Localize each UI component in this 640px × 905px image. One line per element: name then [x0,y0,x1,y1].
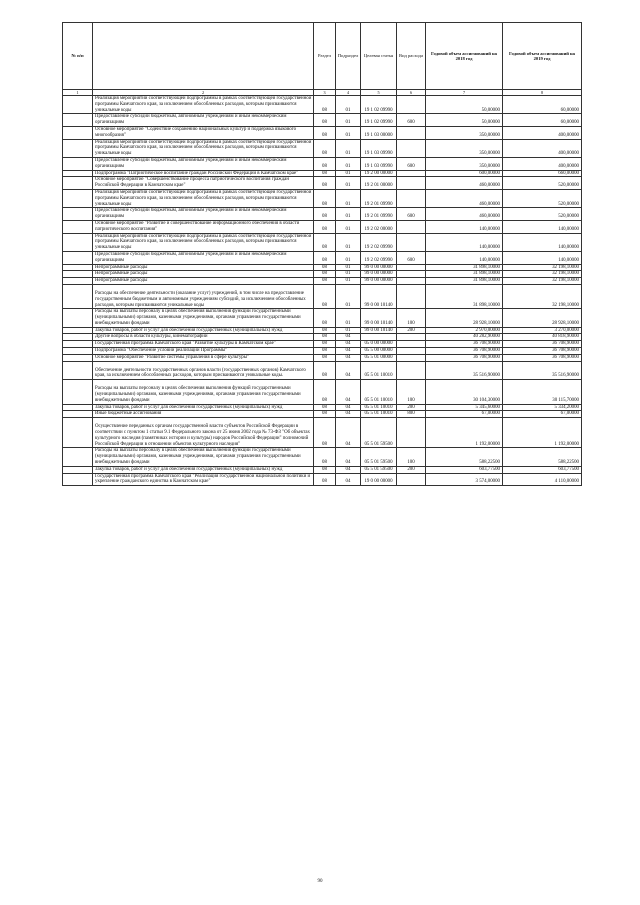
table-row [63,404,582,411]
row-razdel-cell: 08 [314,126,336,139]
row-razdel-cell: 08 [314,354,336,361]
row-value-2018-cell: 350,00000 [426,157,503,170]
row-value-2019-cell: 40 818,90000 [503,334,582,341]
row-razdel-cell: 08 [314,466,336,473]
row-value-2018-cell: 50,00000 [426,96,503,114]
row-value-2019-cell: 1 192,00000 [503,418,582,448]
row-name-cell: Реализация мероприятий соответствующей подпрограммы в рамках соответствующей государственной программы Камчатского края, за исключением обособленных расходов, которым присваиваются уникальные коды [93,189,314,207]
row-value-2018-cell: 460,00000 [426,208,503,221]
table-row [63,418,582,448]
row-target-article-cell: 05 5 01 00000 [361,354,397,361]
row-expense-type-cell [397,278,426,285]
row-value-2019-cell: 400,00000 [503,126,582,139]
row-name-cell: Непрограммные расходы [93,264,314,271]
row-num-cell [63,189,93,207]
row-value-2019-cell: 400,00000 [503,157,582,170]
row-podrazdel-cell: 01 [336,139,361,157]
row-value-2019-cell: 32 198,10000 [503,271,582,278]
row-num-cell [63,233,93,251]
row-num-cell [63,380,93,404]
row-name-cell: Предоставление субсидий бюджетным, автономным учреждениям и иным некоммерческим организациям [93,208,314,221]
row-target-article-cell: 19 2 00 00000 [361,170,397,177]
row-razdel-cell: 08 [314,404,336,411]
row-value-2019-cell: 140,00000 [503,220,582,233]
row-expense-type-cell [397,220,426,233]
row-podrazdel-cell: 04 [336,418,361,448]
row-razdel-cell: 08 [314,220,336,233]
table-row [63,341,582,348]
row-target-article-cell: 05 0 00 00000 [361,341,397,348]
row-name-cell: Реализация мероприятий соответствующей подпрограммы в рамках соответствующей государственной программы Камчатского края, за исключением обособленных расходов, которым присваиваются уникальные коды [93,96,314,114]
row-value-2019-cell: 28 928,10000 [503,309,582,327]
row-target-article-cell: 19 2 01 09990 [361,189,397,207]
row-value-2018-cell: 31 898,10000 [426,284,503,308]
header-expense-type: Вид расхода [397,23,426,90]
row-num-cell [63,348,93,355]
row-target-article-cell: 19 1 02 09990 [361,96,397,114]
column-number: 2 [93,90,314,96]
row-num-cell [63,96,93,114]
row-razdel-cell: 08 [314,348,336,355]
row-value-2019-cell: 520,00000 [503,208,582,221]
row-podrazdel-cell: 04 [336,348,361,355]
table-row [63,284,582,308]
table-row [63,96,582,114]
row-value-2019-cell: 3 270,00000 [503,327,582,334]
row-value-2018-cell: 1 192,00000 [426,418,503,448]
row-target-article-cell: 19 1 03 00000 [361,126,397,139]
row-value-2018-cell: 36 708,90000 [426,348,503,355]
row-razdel-cell: 08 [314,334,336,341]
row-razdel-cell: 08 [314,309,336,327]
row-expense-type-cell [397,96,426,114]
header-year-2019: Годовой объем ассигнований на 2019 год [503,23,582,90]
row-value-2018-cell: 140,00000 [426,251,503,264]
table-row [63,473,582,486]
row-expense-type-cell [397,189,426,207]
row-target-article-cell: 19 1 02 09990 [361,114,397,127]
row-expense-type-cell: 600 [397,208,426,221]
table-row [63,139,582,157]
row-podrazdel-cell: 01 [336,309,361,327]
row-razdel-cell: 08 [314,157,336,170]
row-podrazdel-cell: 01 [336,278,361,285]
row-expense-type-cell: 100 [397,309,426,327]
row-target-article-cell: 19 0 00 00000 [361,473,397,486]
table-row [63,466,582,473]
row-target-article-cell: 99 0 00 00000 [361,278,397,285]
row-name-cell: Непрограммные расходы [93,278,314,285]
header-podrazdel: Подраздел [336,23,361,90]
row-razdel-cell: 08 [314,251,336,264]
row-expense-type-cell: 600 [397,251,426,264]
row-name-cell: Расходы на выплаты персоналу в целях обеспечения выполнения функций государственными (муниципальными) органами, казенными учреждениями, органами управления государственными внебюджетными фондами [93,380,314,404]
row-value-2018-cell: 3 574,00000 [426,473,503,486]
row-expense-type-cell [397,126,426,139]
row-value-2019-cell: 5 334,20000 [503,404,582,411]
row-expense-type-cell: 800 [397,411,426,418]
header-target-article: Целевая статья [361,23,397,90]
table-row [63,114,582,127]
row-razdel-cell: 08 [314,284,336,308]
column-number: 4 [336,90,361,96]
row-name-cell: Закупка товаров, работ и услуг для обеспечения государственных (муниципальных) нужд [93,327,314,334]
row-num-cell [63,448,93,466]
row-num-cell [63,411,93,418]
row-expense-type-cell [397,341,426,348]
row-target-article-cell: 99 0 00 00000 [361,264,397,271]
row-expense-type-cell [397,334,426,341]
row-target-article-cell: 05 5 01 10010 [361,380,397,404]
row-num-cell [63,404,93,411]
row-name-cell: Иные бюджетные ассигнования [93,411,314,418]
row-expense-type-cell [397,271,426,278]
row-podrazdel-cell: 01 [336,271,361,278]
row-num-cell [63,466,93,473]
table-row [63,271,582,278]
table-row [63,327,582,334]
row-podrazdel-cell: 01 [336,177,361,190]
header-name [93,23,314,90]
row-razdel-cell: 08 [314,418,336,448]
row-name-cell: Основное мероприятие "Содействие сохранению национальных культур и поддержка языкового многообразия" [93,126,314,139]
row-value-2019-cell: 60,00000 [503,114,582,127]
row-podrazdel-cell: 01 [336,170,361,177]
table-row [63,354,582,361]
table-row [63,157,582,170]
row-num-cell [63,278,93,285]
row-value-2019-cell: 140,00000 [503,233,582,251]
row-value-2018-cell: 5 345,60000 [426,404,503,411]
row-value-2018-cell: 460,00000 [426,177,503,190]
row-value-2019-cell: 400,00000 [503,139,582,157]
row-razdel-cell: 08 [314,411,336,418]
row-target-article-cell: 19 1 03 09990 [361,157,397,170]
row-value-2018-cell: 600,00000 [426,170,503,177]
row-num-cell [63,309,93,327]
header-razdel: Раздел [314,23,336,90]
row-target-article-cell: 99 0 00 10140 [361,309,397,327]
row-value-2019-cell: 60,00000 [503,96,582,114]
row-name-cell: Предоставление субсидий бюджетным, автономным учреждениям и иным некоммерческим организациям [93,251,314,264]
row-razdel-cell: 08 [314,114,336,127]
row-podrazdel-cell: 01 [336,189,361,207]
row-podrazdel-cell: 04 [336,354,361,361]
row-podrazdel-cell: 04 [336,361,361,380]
table-row [63,208,582,221]
row-name-cell: Государственная программа Камчатского края "Реализация государственной национальной политики и укрепление гражданского единства в Камчатском крае" [93,473,314,486]
row-target-article-cell: 05 5 00 00000 [361,348,397,355]
row-expense-type-cell [397,473,426,486]
row-podrazdel-cell: 04 [336,448,361,466]
row-podrazdel-cell: 01 [336,220,361,233]
row-razdel-cell: 08 [314,341,336,348]
row-num-cell [63,354,93,361]
row-name-cell: Основное мероприятие "Развитие системы управления в сфере культуры" [93,354,314,361]
row-podrazdel-cell: 04 [336,341,361,348]
row-value-2018-cell: 40 282,90000 [426,334,503,341]
row-razdel-cell: 08 [314,264,336,271]
row-value-2018-cell: 460,00000 [426,189,503,207]
row-value-2019-cell: 520,00000 [503,177,582,190]
row-value-2019-cell: 588,22500 [503,448,582,466]
table-row [63,380,582,404]
header-num: № п/п [63,23,93,90]
table-row [63,233,582,251]
row-razdel-cell: 08 [314,189,336,207]
row-value-2018-cell: 140,00000 [426,233,503,251]
row-target-article-cell: 19 2 01 09990 [361,208,397,221]
row-podrazdel-cell: 01 [336,114,361,127]
row-num-cell [63,361,93,380]
row-expense-type-cell: 100 [397,448,426,466]
row-name-cell: Предоставление субсидий бюджетным, автономным учреждениям и иным некоммерческим организациям [93,157,314,170]
table-row [63,264,582,271]
table-row [63,411,582,418]
row-razdel-cell: 08 [314,170,336,177]
row-value-2019-cell: 140,00000 [503,251,582,264]
table-row [63,177,582,190]
row-name-cell: Закупка товаров, работ и услуг для обеспечения государственных (муниципальных) нужд [93,466,314,473]
row-target-article-cell: 05 5 01 59500 [361,466,397,473]
row-podrazdel-cell: 04 [336,334,361,341]
row-razdel-cell: 08 [314,473,336,486]
row-expense-type-cell [397,177,426,190]
row-razdel-cell: 08 [314,96,336,114]
row-num-cell [63,264,93,271]
row-expense-type-cell [397,284,426,308]
row-value-2018-cell: 31 898,10000 [426,264,503,271]
row-podrazdel-cell: 04 [336,411,361,418]
row-podrazdel-cell: 04 [336,404,361,411]
row-value-2018-cell: 35 516,90000 [426,361,503,380]
row-target-article-cell: 19 2 02 09990 [361,233,397,251]
table-row [63,334,582,341]
row-target-article-cell [361,334,397,341]
row-value-2018-cell: 588,22500 [426,448,503,466]
row-value-2019-cell: 520,00000 [503,189,582,207]
row-name-cell: Основное мероприятие "Развитие и совершенствование информационного обеспечения в области патриотического воспитания" [93,220,314,233]
row-name-cell: Реализация мероприятий соответствующей подпрограммы в рамках соответствующей государственной программы Камчатского края, за исключением обособленных расходов, которым присваиваются уникальные коды [93,139,314,157]
row-target-article-cell: 19 2 02 09990 [361,251,397,264]
row-target-article-cell: 99 0 00 10140 [361,327,397,334]
row-value-2019-cell: 32 198,10000 [503,264,582,271]
row-podrazdel-cell: 01 [336,157,361,170]
row-razdel-cell: 08 [314,271,336,278]
column-number: 7 [426,90,503,96]
row-podrazdel-cell: 04 [336,466,361,473]
row-podrazdel-cell: 01 [336,264,361,271]
column-number: 1 [63,90,93,96]
row-value-2018-cell: 36 708,90000 [426,341,503,348]
page-number: 90 [317,879,323,884]
row-podrazdel-cell: 01 [336,327,361,334]
row-expense-type-cell [397,361,426,380]
row-name-cell: Осуществление переданных органам государственной власти субъектов Российской Федерации в соответствии с пунктом 1 статьи 9.1 Федерального закона от 25 июня 2002 года № 73-ФЗ "Об объектах культурного наследия (памятниках истории и культуры) народов Российской Федерации" полномочий Российской Федерации в отношении объектов культурного наследия" [93,418,314,448]
row-target-article-cell: 05 5 01 10010 [361,404,397,411]
row-razdel-cell: 08 [314,448,336,466]
column-number: 3 [314,90,336,96]
row-num-cell [63,284,93,308]
row-value-2018-cell: 350,00000 [426,126,503,139]
row-num-cell [63,114,93,127]
row-expense-type-cell [397,139,426,157]
row-value-2018-cell: 36 708,90000 [426,354,503,361]
column-number: 6 [397,90,426,96]
row-target-article-cell: 99 0 00 10140 [361,284,397,308]
row-name-cell: Реализация мероприятий соответствующей подпрограммы в рамках соответствующей государственной программы Камчатского края, за исключением обособленных расходов, которым присваиваются уникальные коды [93,233,314,251]
row-expense-type-cell [397,354,426,361]
table-row [63,251,582,264]
row-num-cell [63,341,93,348]
row-razdel-cell: 08 [314,177,336,190]
row-target-article-cell: 05 5 01 10010 [361,361,397,380]
row-expense-type-cell [397,233,426,251]
table-row [63,309,582,327]
row-num-cell [63,177,93,190]
row-target-article-cell: 19 2 01 00000 [361,177,397,190]
row-value-2018-cell: 31 898,10000 [426,271,503,278]
row-value-2018-cell: 350,00000 [426,139,503,157]
row-value-2019-cell: 32 198,10000 [503,278,582,285]
row-num-cell [63,170,93,177]
row-value-2019-cell: 36 708,90000 [503,348,582,355]
row-name-cell: Расходы на выплаты персоналу в целях обеспечения выполнения функций государственными (муниципальными) органами, казенными учреждениями, органами управления государственными внебюджетными фондами [93,448,314,466]
row-podrazdel-cell: 01 [336,126,361,139]
row-expense-type-cell: 600 [397,157,426,170]
row-razdel-cell: 08 [314,361,336,380]
row-podrazdel-cell: 04 [336,473,361,486]
table-row [63,348,582,355]
row-num-cell [63,334,93,341]
row-num-cell [63,473,93,486]
row-num-cell [63,220,93,233]
row-target-article-cell: 99 0 00 00000 [361,271,397,278]
row-name-cell: Подпрограмма "Обеспечение условий реализации Программы" [93,348,314,355]
row-value-2019-cell: 603,77500 [503,466,582,473]
table-row [63,448,582,466]
row-num-cell [63,208,93,221]
row-name-cell: Расходы на обеспечение деятельности (оказание услуг) учреждений, в том числе на предоставление государственным бюджетным и автономным учреждениям субсидий, за исключением обособленных расходов, которым присваиваются уникальные коды [93,284,314,308]
table-header-row [63,23,582,90]
row-name-cell: Предоставление субсидий бюджетным, автономным учреждениям и иным некоммерческим организациям [93,114,314,127]
row-razdel-cell: 08 [314,380,336,404]
header-year-2018: Годовой объем ассигнований на 2018 год [426,23,503,90]
row-value-2018-cell: 67,00000 [426,411,503,418]
document-page [62,22,581,486]
row-num-cell [63,418,93,448]
table-row [63,126,582,139]
row-podrazdel-cell: 01 [336,233,361,251]
row-value-2018-cell: 30 104,30000 [426,380,503,404]
row-value-2019-cell: 32 198,10000 [503,284,582,308]
row-target-article-cell: 19 2 02 00000 [361,220,397,233]
row-num-cell [63,251,93,264]
row-expense-type-cell [397,264,426,271]
row-expense-type-cell [397,348,426,355]
row-value-2019-cell: 30 115,70000 [503,380,582,404]
row-name-cell: Закупка товаров, работ и услуг для обеспечения государственных (муниципальных) нужд [93,404,314,411]
row-expense-type-cell [397,170,426,177]
row-podrazdel-cell: 01 [336,284,361,308]
row-podrazdel-cell: 01 [336,96,361,114]
row-target-article-cell: 05 5 01 59500 [361,418,397,448]
row-value-2018-cell: 2 970,00000 [426,327,503,334]
row-expense-type-cell: 200 [397,404,426,411]
row-name-cell: Расходы на выплаты персоналу в целях обеспечения выполнения функций государственными (муниципальными) органами, казенными учреждениями, органами управления государственными внебюджетными фондами [93,309,314,327]
row-name-cell: Основное мероприятие "Совершенствование процесса патриотического воспитания граждан Российской Федерации в Камчатском крае" [93,177,314,190]
row-razdel-cell: 08 [314,233,336,251]
row-num-cell [63,157,93,170]
row-target-article-cell: 05 5 01 10010 [361,411,397,418]
row-expense-type-cell: 100 [397,380,426,404]
row-podrazdel-cell: 04 [336,380,361,404]
table-row [63,278,582,285]
row-value-2018-cell: 28 928,10000 [426,309,503,327]
row-value-2018-cell: 603,77500 [426,466,503,473]
row-value-2019-cell: 36 708,90000 [503,354,582,361]
row-value-2018-cell: 50,00000 [426,114,503,127]
table-row [63,189,582,207]
row-num-cell [63,126,93,139]
row-value-2019-cell: 4 110,00000 [503,473,582,486]
row-target-article-cell: 05 5 01 59500 [361,448,397,466]
table-row [63,361,582,380]
row-name-cell: Обеспечение деятельности государственных органов власти (государственных органов) Камчатского края, за исключением обособленных расходов, которым присваиваются уникальные коды. [93,361,314,380]
row-razdel-cell: 08 [314,139,336,157]
table-row [63,220,582,233]
table-row [63,170,582,177]
row-value-2019-cell: 36 708,90000 [503,341,582,348]
row-name-cell: Государственная программа Камчатского края "Развитие культуры в Камчатском крае" [93,341,314,348]
budget-table [62,22,582,486]
row-target-article-cell: 19 1 03 09990 [361,139,397,157]
row-num-cell [63,327,93,334]
column-number: 8 [503,90,582,96]
row-expense-type-cell: 200 [397,327,426,334]
row-podrazdel-cell: 01 [336,251,361,264]
row-value-2019-cell: 660,00000 [503,170,582,177]
row-razdel-cell: 08 [314,208,336,221]
row-name-cell: Подпрограмма "Патриотическое воспитание граждан Российской Федерации в Камчатском крае" [93,170,314,177]
row-podrazdel-cell: 01 [336,208,361,221]
row-expense-type-cell: 600 [397,114,426,127]
row-razdel-cell: 08 [314,327,336,334]
row-name-cell: Другие вопросы в области культуры, кинематографии [93,334,314,341]
row-name-cell: Непрограммные расходы [93,271,314,278]
row-expense-type-cell: 200 [397,466,426,473]
row-num-cell [63,139,93,157]
row-value-2018-cell: 31 898,10000 [426,278,503,285]
row-num-cell [63,271,93,278]
row-value-2019-cell: 35 516,90000 [503,361,582,380]
column-number: 5 [361,90,397,96]
row-razdel-cell: 08 [314,278,336,285]
row-expense-type-cell [397,418,426,448]
row-value-2019-cell: 67,00000 [503,411,582,418]
row-value-2018-cell: 140,00000 [426,220,503,233]
